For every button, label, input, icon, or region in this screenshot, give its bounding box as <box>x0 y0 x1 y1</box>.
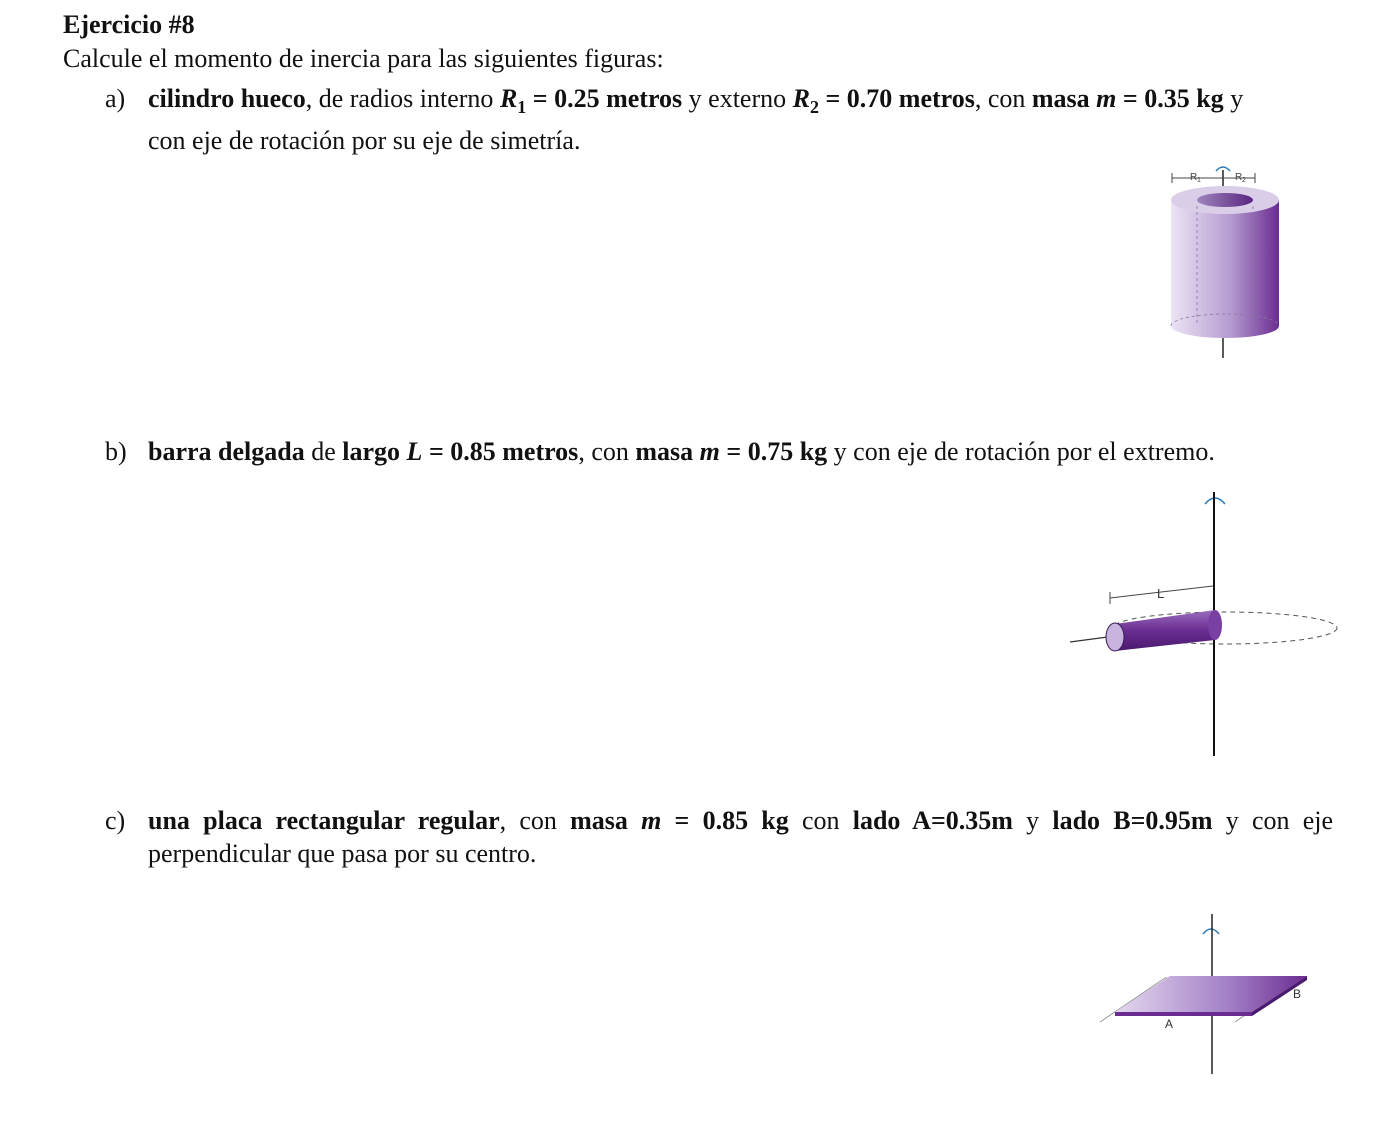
item-a-text: cilindro hueco, de radios interno $R_1 = 0.25$ metros y externo $R_2 = 0.70$ metros, con masa m = 0.35 kg y con eje de rotación por su eje de simetría. <box>148 84 1244 156</box>
thin-rod-figure <box>1065 486 1345 766</box>
label-r2: R <box>1235 172 1243 183</box>
item-a-label: a) <box>105 84 126 113</box>
item-c-label: c) <box>105 806 126 835</box>
item-c-text: una placa rectangular regular, con masa m = 0.85 kg con lado A=0.35m y lado B=0.95m y con eje <box>148 806 1334 835</box>
exercise-title: Ejercicio #8 <box>63 10 195 39</box>
label-r1: R <box>1190 172 1198 183</box>
label-b: B <box>1293 987 1302 1001</box>
item-b-label: b) <box>105 437 127 466</box>
rectangular-plate-figure <box>1095 912 1335 1082</box>
item-a-line2: con eje de rotación por su eje de simetría. <box>148 126 581 156</box>
label-a: A <box>1165 1017 1174 1031</box>
hollow-cylinder-figure <box>1160 158 1290 368</box>
item-c-line2: perpendicular que pasa por su centro. <box>148 839 537 868</box>
exercise-intro: Calcule el momento de inercia para las siguientes figuras: <box>63 44 664 73</box>
label-r1-sub: 1 <box>1197 177 1201 184</box>
label-r2-sub: 2 <box>1242 177 1246 184</box>
item-b-text: barra delgada de largo L = 0.85 metros, con masa m = 0.75 kg y con eje de rotación por el extremo. <box>148 437 1215 466</box>
label-l: L <box>1157 586 1165 601</box>
